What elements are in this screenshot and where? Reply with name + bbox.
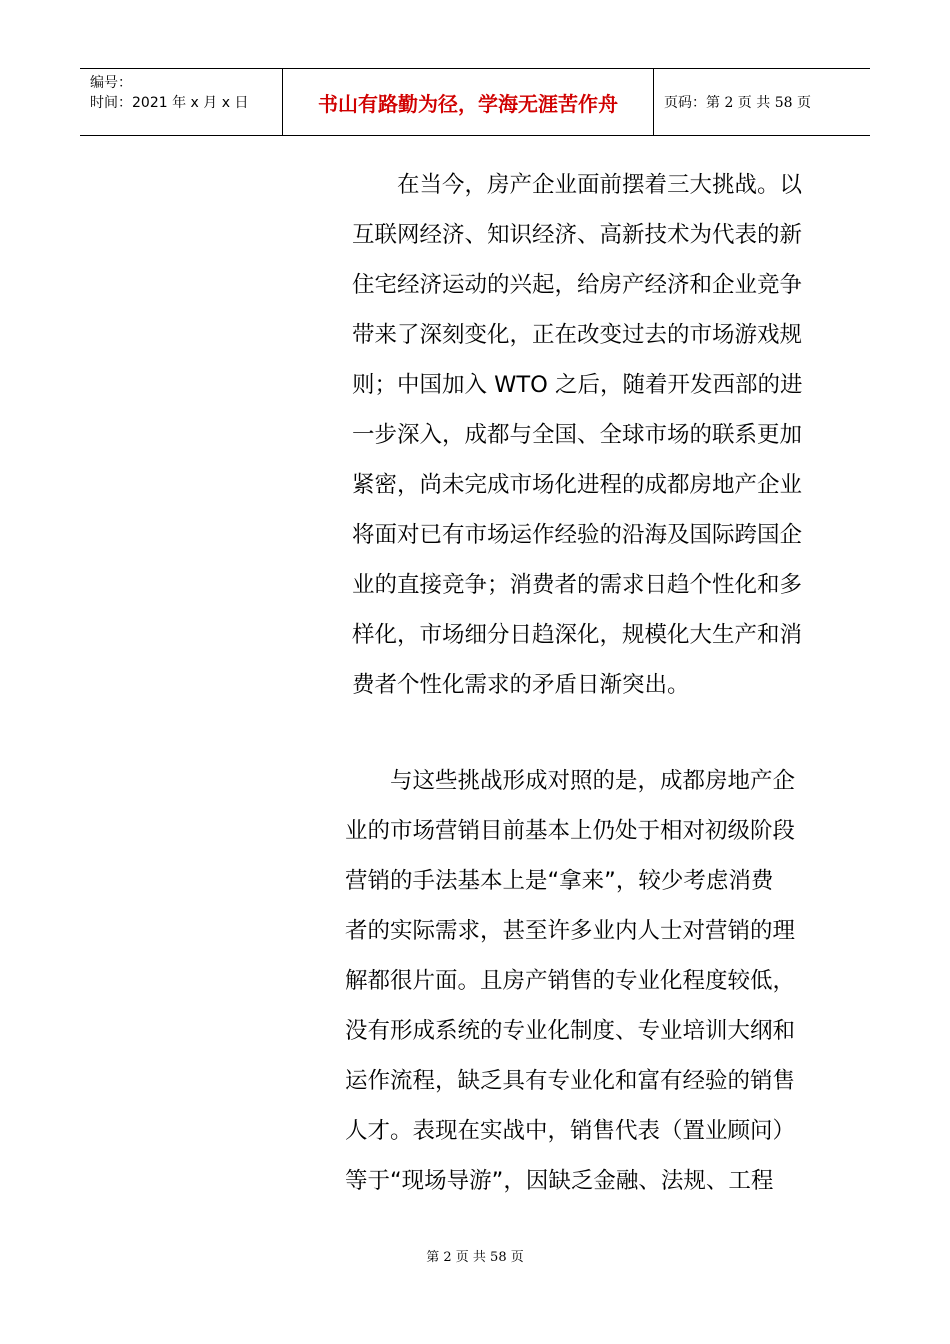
text-line: 没有形成系统的专业化制度、专业培训大纲和 [345,1018,796,1044]
text-line: 者的实际需求，甚至许多业内人士对营销的理 [345,918,796,944]
text-line: 解都很片面。且房产销售的专业化程度较低， [345,968,796,994]
text-line: 费者个性化需求的矛盾日渐突出。 [352,672,690,698]
text-line: 在当今，房产企业面前摆着三大挑战。以 [352,172,803,198]
text-line: 一步深入，成都与全国、全球市场的联系更加 [352,422,803,448]
text-line: 运作流程，缺乏具有专业化和富有经验的销售 [345,1068,796,1094]
text-line: 业的直接竞争；消费者的需求日趋个性化和多 [352,572,803,598]
text-line: 等于“现场导游”，因缺乏金融、法规、工程 [345,1168,774,1194]
text-line: 样化，市场细分日趋深化，规模化大生产和消 [352,622,803,648]
text-line: 将面对已有市场运作经验的沿海及国际跨国企 [352,522,803,548]
text-line: 营销的手法基本上是“拿来”，较少考虑消费 [345,868,774,894]
text-line: 互联网经济、知识经济、高新技术为代表的新 [352,222,803,248]
text-line: 紧密，尚未完成市场化进程的成都房地产企业 [352,472,803,498]
text-line: 带来了深刻变化，正在改变过去的市场游戏规 [352,322,803,348]
header-page-info: 页码：第 2 页 共 58 页 [664,95,811,111]
header-meta [80,69,282,135]
body-paragraph-1 [352,160,803,710]
text-line: 人才。表现在实战中，销售代表（置业顾问） [345,1118,796,1144]
document-date: 时间：2021 年 x 月 x 日 [90,95,249,111]
body-paragraph-2 [345,756,795,1206]
page-footer: 第 2 页 共 58 页 [426,1250,524,1265]
header-table [80,68,870,136]
text-line: 住宅经济运动的兴起，给房产经济和企业竞争 [352,272,803,298]
text-line: 业的市场营销目前基本上仍处于相对初级阶段 [345,818,796,844]
document-number-label: 编号： [90,75,132,91]
text-line: 与这些挑战形成对照的是，成都房地产企 [345,768,796,794]
text-line: 则；中国加入 WTO 之后，随着开发西部的进 [352,372,803,398]
header-motto: 书山有路勤为径，学海无涯苦作舟 [282,69,654,135]
